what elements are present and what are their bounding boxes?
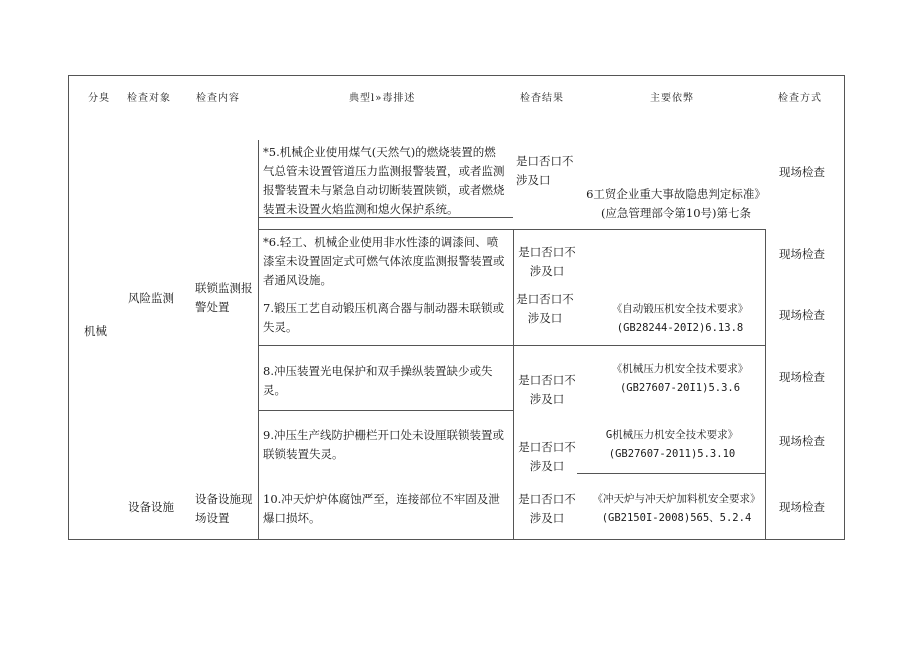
description-10: 10.冲天炉炉体腐蚀严至，连接部位不牢固及泄爆口损坏。 [263,492,500,525]
header-method: 检查方式 [778,93,822,104]
header-description: 典型l»毒排述 [349,93,416,104]
basis-8: 《机械压力机安全技术要求》(GB27607-20I1)5.3.6 [611,363,749,394]
basis-9: G机械压力机安全技术要求》(GB27607-2011)5.3.10 [605,429,739,460]
result-5: 是口否口不涉及口 [516,154,574,187]
header-object: 检查对象 [127,93,171,104]
header-result: 检杳结果 [520,93,564,104]
row-divider [258,345,765,346]
column-divider [513,229,514,540]
row-divider [577,473,765,474]
object-equipment: 设备设施 [128,500,174,514]
result-8: 是口否口不涉及口 [518,373,576,406]
header-content: 检查内容 [196,93,240,104]
basis-7: 《自动锻压机安全技术要求》(GB28244-20I2)6.13.8 [611,303,749,334]
description-6: *6.轻工、机械企业使用非水性漆的调漆间、喷漆室未设置固定式可燃气体浓度监测报警装置或者通风设施。 [263,235,505,287]
basis-5: 6工贸企业重大事故隐患判定标准》(应急管理部令第10号)第七条 [586,187,766,220]
row-divider [258,229,765,230]
method-8: 现场检查 [779,370,825,384]
result-7: 是口否口不涉及口 [516,292,574,325]
header-category: 分臭 [88,93,110,104]
result-6: 是口否口不涉及口 [518,245,576,278]
description-9: 9.冲压生产线防护栅栏开口处未设厘联锁装置或联锁装置失灵。 [263,428,504,461]
description-8: 8.冲压装置光电保护和双手操纵装置缺少或失灵。 [263,364,493,397]
method-9: 现场检查 [779,434,825,448]
method-5: 现场检查 [779,165,825,179]
row-divider [258,410,513,411]
method-7: 现场检查 [779,308,825,322]
description-7: 7.锻压工艺自动锻压机离合器与制动器未联锁或失灵。 [263,301,504,334]
content-facility: 设备设施现场设置 [195,492,253,525]
description-5: *5.机械企业使用煤气(天然气)的燃烧装置的燃气总管未设置管道压力监测报警装置，或者监测报警装置未与紧急自动切断装置陕锁，或者燃烧装置未设置火焰监测和熄火保护系统。 [263,145,505,216]
category-label: 机械 [84,324,107,338]
result-9: 是口否口不涉及口 [518,440,576,473]
object-risk: 风险监测 [128,291,174,305]
header-basis: 主要依弊 [650,93,694,104]
basis-10: 《冲天炉与冲天炉加料机安全要求》(GB2150I-2008)565、5.2.4 [592,493,761,524]
column-divider [258,140,259,540]
content-interlock: 联锁监测报警处置 [195,281,253,314]
method-10: 现场检查 [779,500,825,514]
result-10: 是口否口不涉及口 [518,492,576,525]
method-6: 现场检查 [779,247,825,261]
